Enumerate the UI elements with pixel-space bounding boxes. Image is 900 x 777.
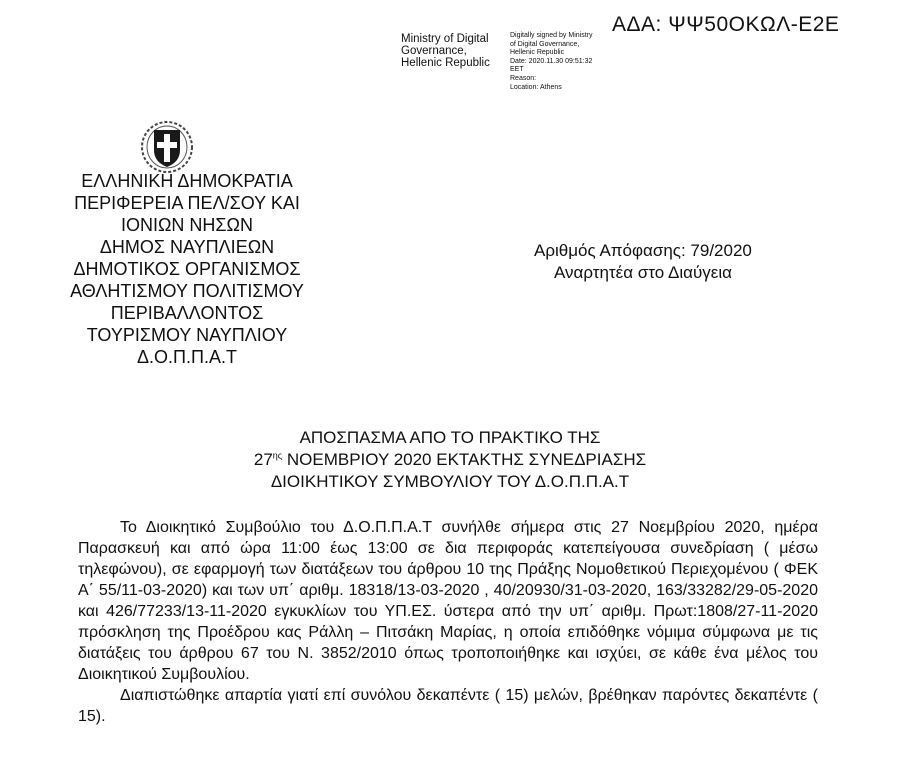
signature-detail-line: EET [510, 66, 524, 74]
signature-detail-line: Digitally signed by Ministry [510, 32, 593, 39]
title-day-suffix: ης [272, 450, 283, 461]
body-paragraph: Διαπιστώθηκε απαρτία γιατί επί συνόλου δεκαπέντε ( 15) μελών, βρέθηκαν παρόντες δεκαπέντε ( 15). [78, 687, 818, 725]
document-title [0, 427, 900, 493]
signature-organization [401, 33, 490, 69]
signature-detail-line: Location: Athens [510, 83, 562, 91]
signature-detail-line: Hellenic Republic [510, 49, 565, 57]
title-day: 27 [253, 450, 273, 469]
title-date-rest: ΝΟΕΜΒΡΙΟΥ 2020 ΕΚΤΑΚΤΗΣ ΣΥΝΕΔΡΙΑΣΗΣ [282, 450, 647, 469]
authority-line: ΔΗΜΟΤΙΚΟΣ ΟΡΓΑΝΙΣΜΟΣ [73, 259, 301, 279]
signature-detail-line: of Digital Governance, [510, 40, 580, 48]
issuing-authority [52, 170, 322, 368]
posting-note: Αναρτητέα στο Διαύγεια [553, 263, 732, 282]
signature-org-line: Hellenic Republic [401, 57, 490, 69]
authority-line: ΠΕΡΙΒΑΛΛΟΝΤΟΣ [110, 303, 264, 323]
authority-line: ΑΘΛΗΤΙΣΜΟΥ ΠΟΛΙΤΙΣΜΟΥ [70, 281, 304, 301]
decision-info [534, 240, 752, 284]
authority-line: ΔΗΜΟΣ ΝΑΥΠΛΙΕΩΝ [99, 237, 275, 257]
signature-org-line: Ministry of Digital [401, 33, 489, 45]
decision-number: Αριθμός Απόφασης: 79/2020 [534, 241, 752, 260]
authority-line: ΙΟΝΙΩΝ ΝΗΣΩΝ [120, 215, 254, 235]
minutes-body [78, 517, 818, 727]
authority-line: Δ.Ο.Π.Π.Α.Τ [136, 347, 238, 367]
authority-line: ΕΛΛΗΝΙΚΗ ΔΗΜΟΚΡΑΤΙΑ [81, 171, 293, 191]
ada-code: ΑΔΑ: ΨΨ50ΟΚΩΛ-Ε2Ε [612, 13, 840, 36]
signature-detail-line: Reason: [510, 74, 537, 82]
signature-detail-line: Date: 2020.11.30 09:51:32 [510, 57, 593, 65]
title-line: ΑΠΟΣΠΑΣΜΑ ΑΠΟ ΤΟ ΠΡΑΚΤΙΚΟ ΤΗΣ [299, 428, 601, 447]
authority-line: ΠΕΡΙΦΕΡΕΙΑ ΠΕΛ/ΣΟΥ ΚΑΙ [74, 193, 300, 213]
signature-org-line: Governance, [401, 45, 467, 57]
hellenic-republic-emblem-icon [140, 120, 194, 174]
title-line: ΔΙΟΙΚΗΤΙΚΟΥ ΣΥΜΒΟΥΛΙΟΥ ΤΟΥ Δ.Ο.Π.Π.Α.Τ [270, 472, 630, 491]
title-line [0, 449, 900, 471]
body-paragraph: Το Διοικητικό Συμβούλιο του Δ.Ο.Π.Π.Α.Τ συνήλθε σήμερα στις 27 Νοεμβρίου 2020, ημέρα Παρασκευή και από ώρα 11:00 έως 13:00 σε δια περιφοράς κατεπείγουσα συνεδρίαση ( μέσω τηλεφώνου), σε εφαρμογή των διατάξεων του άρθρου 10 της Πράξης Νομοθετικού Περιεχομένου ( ΦΕΚ Α΄ 55/11-03-2020) και των υπ΄ αριθμ. 18318/13-03-2020 , 40/20930/31-03-2020, 163/33282/29-05-2020 και 426/77233/13-11-2020 εγκυκλίων του ΥΠ.ΕΣ. ύστερα από την υπ΄ αριθμ. Πρωτ:1808/27-11-2020 πρόσκληση της Προέδρου κας Ράλλη – Πιτσάκη Μαρίας, η οποία επιδόθηκε νόμιμα σύμφωνα με τις διατάξεις του άρθρου 67 του Ν. 3852/2010 όπως τροποποιήθηκε και ισχύει, σε κάθε ένα μέλος του Διοικητικού Συμβουλίου. [78, 519, 818, 683]
authority-line: ΤΟΥΡΙΣΜΟΥ ΝΑΥΠΛΙΟΥ [86, 325, 288, 345]
digital-signature-details [510, 32, 592, 92]
